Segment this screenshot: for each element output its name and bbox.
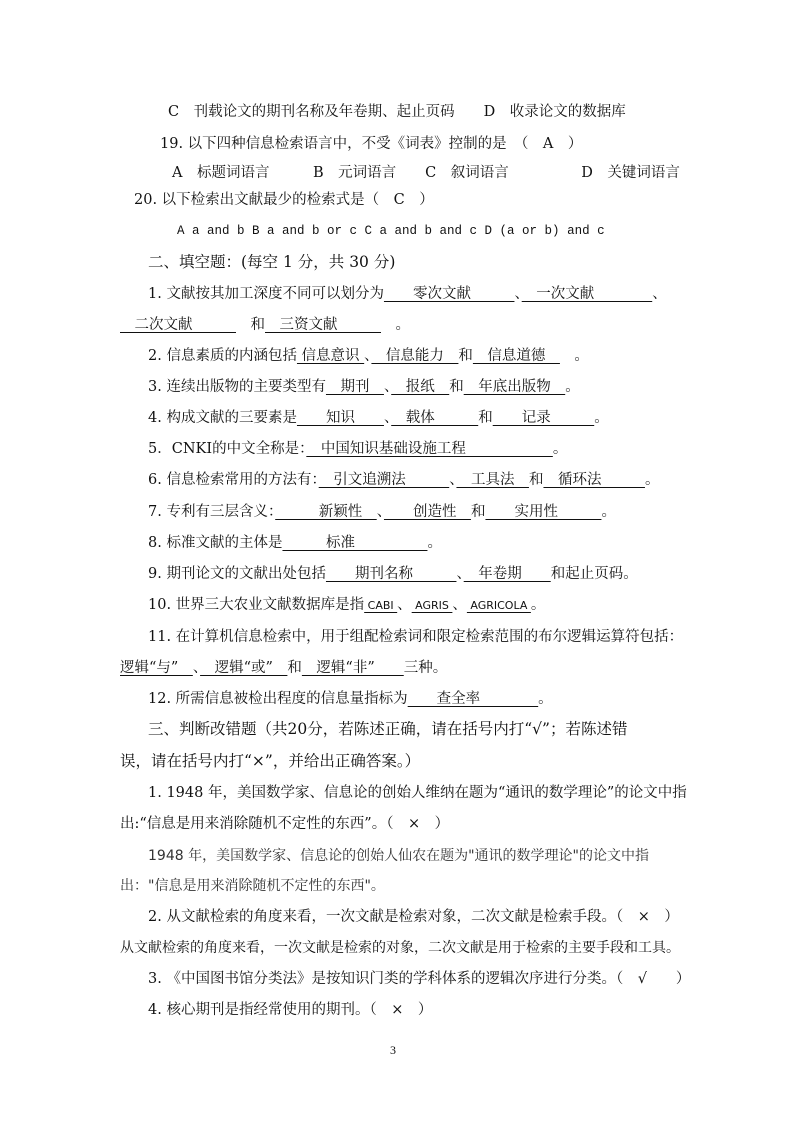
- fill-q6-answer2: 工具法: [456, 472, 529, 488]
- fill-q6-prompt: 6. 信息检索常用的方法有：: [148, 472, 319, 488]
- terminator: 。: [644, 472, 660, 488]
- connector: 和: [458, 348, 473, 364]
- judge-q4: 4. 核心期刊是指经常使用的期刊。（ × ）: [148, 1002, 433, 1018]
- connector: 和: [449, 379, 464, 395]
- connector: 和: [236, 317, 265, 333]
- fill-q8-answer1: 标准: [282, 535, 428, 551]
- fill-q10-prompt: 10. 世界三大农业文献数据库是指: [148, 597, 365, 613]
- section-heading-judge: 三、判断改错题（共20分，若陈述正确，请在括号内打“√”；若陈述错: [148, 720, 628, 738]
- judge-a1-line1: 1948 年，美国数学家、信息论的创始人仙农在题为"通讯的数学理论"的论文中指: [148, 848, 649, 864]
- question-19-options: A 标题词语言 B 元词语言 C 叙词语言 D 关键词语言: [172, 165, 680, 181]
- fill-q9: [148, 564, 638, 584]
- fill-q3-answer3: 年底出版物: [463, 379, 566, 395]
- fill-q1-prompt: 1. 文献按其加工深度不同可以划分为: [148, 286, 384, 302]
- connector: 和: [287, 660, 302, 676]
- fill-q11-answer2: 逻辑“或”: [200, 660, 288, 676]
- fill-q2-answer1: 信息意识: [296, 348, 365, 364]
- separator: 、: [383, 379, 392, 395]
- fill-q3-answer2: 报纸: [391, 379, 450, 395]
- judge-q2: 2. 从文献检索的角度来看，一次文献是检索对象，二次文献是检索手段。（ × ）: [148, 909, 679, 925]
- separator: 、: [514, 286, 522, 302]
- terminator: 。: [565, 379, 580, 395]
- terminator: 。: [538, 691, 553, 707]
- fill-q10: [148, 595, 545, 616]
- separator: 、: [192, 660, 201, 676]
- fill-q8-prompt: 8. 标准文献的主体是: [148, 535, 283, 551]
- terminator: 和起止页码。: [550, 566, 638, 582]
- fill-q6-answer1: 引文追溯法: [318, 472, 450, 488]
- separator: 、: [383, 410, 392, 426]
- fill-q11-line1: 11. 在计算机信息检索中，用于组配检索词和限定检索范围的布尔逻辑运算符包括：: [148, 629, 684, 645]
- fill-q1-answer1: 零次文献: [383, 286, 515, 302]
- fill-q1-answer2: 一次文献: [521, 286, 653, 302]
- fill-q10-answer2: AGRIS: [411, 599, 453, 612]
- fill-q9-prompt: 9. 期刊论文的文献出处包括: [148, 566, 326, 582]
- fill-q4-answer2: 载体: [391, 410, 479, 426]
- fill-q2: [148, 346, 589, 366]
- fill-q5-answer1: 中国知识基础设施工程: [306, 441, 553, 457]
- fill-q5-prompt: 5．CNKI的中文全称是：: [148, 441, 307, 457]
- fill-q4-answer3: 记录: [492, 410, 595, 426]
- fill-q7-answer1: 新颖性: [275, 504, 377, 520]
- fill-q11-answer1: 逻辑“与”: [120, 660, 193, 676]
- mc-option-line-cd: C 刊载论文的期刊名称及年卷期、起止页码 D 收录论文的数据库: [168, 104, 626, 120]
- connector: 和: [528, 472, 544, 488]
- fill-q3-answer1: 期刊: [325, 379, 384, 395]
- fill-q7: [148, 502, 616, 522]
- judge-q3: 3. 《中国图书馆分类法》是按知识门类的学科体系的逻辑次序进行分类。（ √ ）: [148, 971, 691, 987]
- fill-q7-answer3: 实用性: [485, 504, 602, 520]
- connector: 和: [470, 504, 486, 520]
- separator: 、: [376, 504, 384, 520]
- separator: 、: [397, 597, 412, 613]
- question-20: 20. 以下检索出文献最少的检索式是（ C ）: [134, 192, 434, 208]
- fill-q11-answer3: 逻辑“非”: [301, 660, 404, 676]
- fill-q2-answer2: 信息能力: [371, 348, 459, 364]
- fill-q4: [148, 408, 609, 428]
- fill-q1-answer4: 三资文献: [265, 317, 381, 333]
- terminator: 。: [559, 348, 589, 364]
- fill-q4-prompt: 4. 构成文献的三要素是: [148, 410, 297, 426]
- terminator: 。: [530, 597, 546, 613]
- fill-q1-answer3: 二次文献: [120, 317, 236, 333]
- fill-q6-answer3: 循环法: [543, 472, 645, 488]
- fill-q1-line2: [120, 315, 410, 335]
- fill-q5: [148, 439, 567, 459]
- question-19: 19. 以下四种信息检索语言中，不受《词表》控制的是 （ A ）: [160, 136, 583, 152]
- fill-q3: [148, 377, 580, 397]
- fill-q12-prompt: 12. 所需信息被检出程度的信息量指标为: [148, 691, 408, 707]
- separator: 、: [449, 472, 457, 488]
- connector: 和: [478, 410, 493, 426]
- question-20-options: A a and b B a and b or c C a and b and c D (a or b) and c: [177, 224, 605, 238]
- fill-q9-answer2: 年卷期: [463, 566, 551, 582]
- terminator: 。: [594, 410, 609, 426]
- judge-q1-line1: 1. 1948 年，美国数学家、信息论的创始人维纳在题为“通讯的数学理论”的论文中指: [148, 785, 687, 801]
- fill-q9-answer1: 期刊名称: [325, 566, 457, 582]
- fill-q1-line1: [148, 284, 667, 304]
- fill-q8: [148, 533, 442, 553]
- page-number: 3: [390, 1043, 396, 1057]
- terminator: 。: [381, 317, 410, 333]
- judge-a1-line2: 出："信息是用来消除随机不定性的东西"。: [120, 878, 385, 894]
- section-heading-fill: 二、填空题：(每空 1 分，共 30 分): [148, 253, 396, 271]
- separator: 、: [652, 286, 667, 302]
- terminator: 。: [552, 441, 568, 457]
- separator: 、: [456, 566, 464, 582]
- fill-q12-answer1: 查全率: [407, 691, 539, 707]
- fill-q6: [148, 470, 659, 490]
- fill-q12: [148, 689, 553, 709]
- fill-q7-prompt: 7. 专利有三层含义：: [148, 504, 276, 520]
- judge-q1-line2: 出:“信息是用来消除随机不定性的东西”。（ × ）: [120, 816, 450, 832]
- section-heading-judge-cont: 误，请在括号内打“×”，并给出正确答案。）: [120, 752, 421, 770]
- fill-q4-answer1: 知识: [296, 410, 384, 426]
- terminator: 。: [601, 504, 616, 520]
- separator: 、: [364, 348, 372, 364]
- terminator: 。: [427, 535, 442, 551]
- fill-q2-prompt: 2. 信息素质的内涵包括: [148, 348, 297, 364]
- fill-q7-answer2: 创造性: [383, 504, 471, 520]
- fill-q3-prompt: 3. 连续出版物的主要类型有: [148, 379, 326, 395]
- judge-a2: 从文献检索的角度来看，一次文献是检索的对象，二次文献是用于检索的主要手段和工具。: [120, 940, 680, 956]
- separator: 、: [452, 597, 467, 613]
- fill-q11-line2: [120, 658, 447, 678]
- fill-q2-answer3: 信息道德: [472, 348, 560, 364]
- fill-q10-answer1: CABI: [364, 599, 398, 612]
- fill-q10-answer3: AGRICOLA: [466, 599, 531, 612]
- terminator: 三种。: [403, 660, 448, 676]
